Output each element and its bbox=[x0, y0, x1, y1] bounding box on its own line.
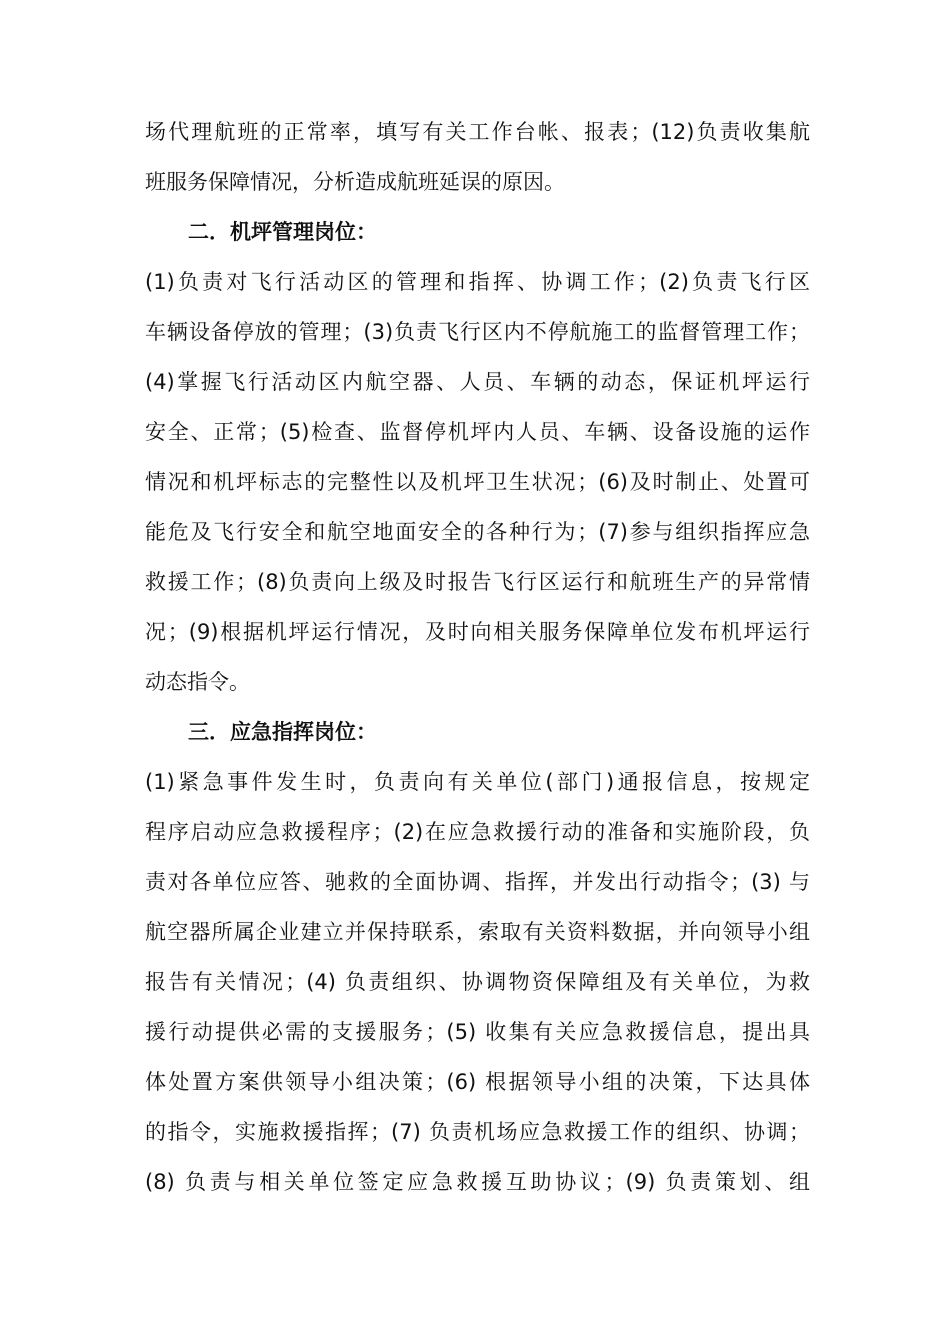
paragraph-line: 援行动提供必需的支援服务；(5) 收集有关应急救援信息，提出具 bbox=[145, 1020, 810, 1044]
section-heading-emergency-command: 三．应急指挥岗位： bbox=[188, 720, 377, 744]
paragraph-line: 班服务保障情况，分析造成航班延误的原因。 bbox=[145, 170, 565, 194]
paragraph-line: 体处置方案供领导小组决策；(6) 根据领导小组的决策，下达具体 bbox=[145, 1070, 810, 1094]
paragraph-line: 航空器所属企业建立并保持联系，索取有关资料数据，并向领导小组 bbox=[145, 920, 810, 944]
paragraph-line: 能危及飞行安全和航空地面安全的各种行为；(7)参与组织指挥应急 bbox=[145, 520, 810, 544]
paragraph-line: (4)掌握飞行活动区内航空器、人员、车辆的动态，保证机坪运行 bbox=[145, 370, 810, 394]
paragraph-line: 报告有关情况；(4) 负责组织、协调物资保障组及有关单位，为救 bbox=[145, 970, 810, 994]
paragraph-line: 场代理航班的正常率，填写有关工作台帐、报表；(12)负责收集航 bbox=[145, 120, 810, 144]
paragraph-line: 动态指令。 bbox=[145, 670, 250, 694]
section-heading-apron-management: 二．机坪管理岗位： bbox=[188, 220, 377, 244]
paragraph-line: 救援工作；(8)负责向上级及时报告飞行区运行和航班生产的异常情 bbox=[145, 570, 810, 594]
paragraph-line: (8) 负责与相关单位签定应急救援互助协议；(9) 负责策划、组 bbox=[145, 1170, 810, 1194]
paragraph-line: 程序启动应急救援程序；(2)在应急救援行动的准备和实施阶段，负 bbox=[145, 820, 810, 844]
paragraph-line: (1)负责对飞行活动区的管理和指挥、协调工作；(2)负责飞行区 bbox=[145, 270, 810, 294]
paragraph-line: 的指令，实施救援指挥；(7) 负责机场应急救援工作的组织、协调； bbox=[145, 1120, 810, 1144]
paragraph-line: 安全、正常；(5)检查、监督停机坪内人员、车辆、设备设施的运作 bbox=[145, 420, 810, 444]
paragraph-line: 况；(9)根据机坪运行情况，及时向相关服务保障单位发布机坪运行 bbox=[145, 620, 810, 644]
paragraph-line: 车辆设备停放的管理；(3)负责飞行区内不停航施工的监督管理工作； bbox=[145, 320, 810, 344]
paragraph-line: (1)紧急事件发生时，负责向有关单位(部门)通报信息，按规定 bbox=[145, 770, 810, 794]
paragraph-line: 责对各单位应答、驰救的全面协调、指挥，并发出行动指令；(3) 与 bbox=[145, 870, 810, 894]
paragraph-line: 情况和机坪标志的完整性以及机坪卫生状况；(6)及时制止、处置可 bbox=[145, 470, 810, 494]
